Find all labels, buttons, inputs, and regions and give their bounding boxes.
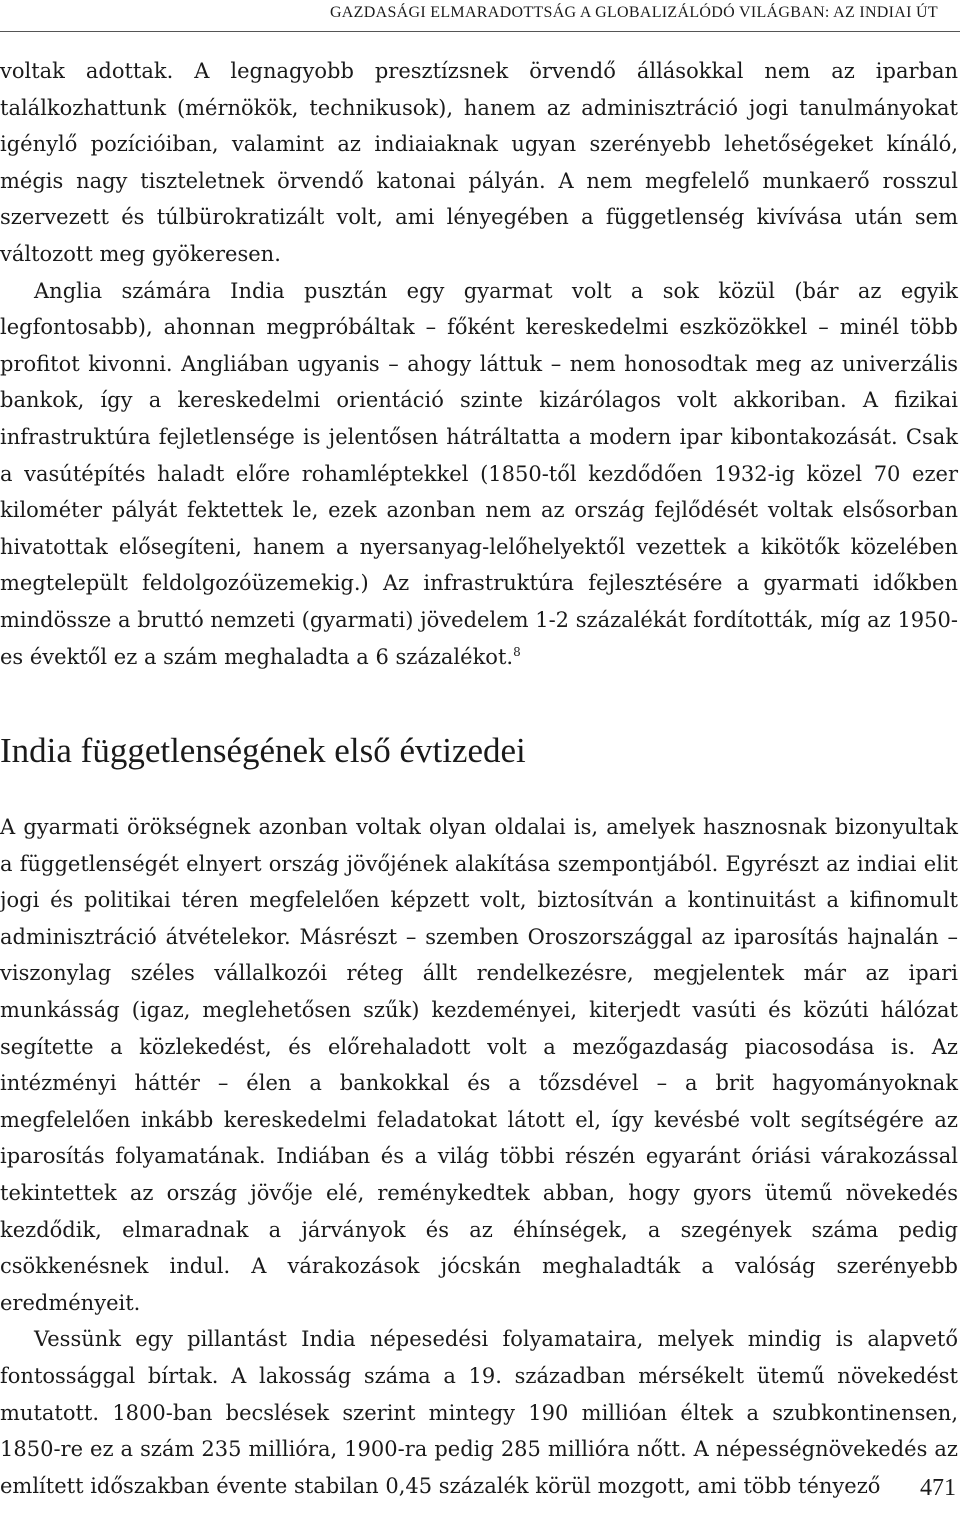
section-2-body bbox=[0, 809, 958, 1504]
running-header: GAZDASÁGI ELMARADOTTSÁG A GLOBALIZÁLÓDÓ VILÁGBAN: AZ INDIAI ÚT bbox=[329, 4, 938, 21]
paragraph-1-text: voltak adottak. A legnagyobb presztízsnek örvendő állásokkal nem az iparban találkozhattunk (mérnökök, technikusok), hanem az adminisztráció jogi tanulmányokat igénylő pozícióiban, valamint az indiaiaknak ugyan szerényebb lehetőségeket kínáló, mégis nagy tiszteletnek örvendő katonai pályán. A nem megfelelő munkaerő rosszul szervezett és túlbürokratizált volt, ami lényegében a függetlenség kivívása után sem változott meg gyökeresen. bbox=[0, 59, 958, 266]
paragraph-4 bbox=[0, 1321, 958, 1504]
paragraph-2 bbox=[0, 273, 958, 676]
footnote-marker[interactable]: 8 bbox=[513, 644, 521, 659]
section-1-body bbox=[0, 53, 958, 675]
paragraph-1 bbox=[0, 53, 958, 273]
paragraph-3 bbox=[0, 809, 958, 1321]
header-rule bbox=[0, 31, 960, 32]
page-number: 471 bbox=[920, 1475, 956, 1501]
paragraph-2-text: Anglia számára India pusztán egy gyarmat volt a sok közül (bár az egyik legfontosabb), ahonnan megpróbáltak – főként kereskedelmi eszközökkel – minél több profitot kivonni. Angliában ugyanis – ahogy láttuk – nem honosodtak meg az univerzális bankok, így a kereskedelmi orientáció szinte kizárólagos volt akkoriban. A fizikai infrastruktúra fejletlensége is jelentősen hátráltatta a modern ipar kibontakozását. Csak a vasútépítés haladt előre rohamléptekkel (1850-től kezdődően 1932-ig közel 70 ezer kilométer pályát fektettek le, ezek azonban nem az ország fejlődését voltak elsősorban hivatottak elősegíteni, hanem a nyersanyag-lelőhelyektől vezettek a kikötők közelében megtelepült feldolgozóüzemekig.) Az infrastruktúra fejlesztésére a gyarmati időkben mindössze a bruttó nemzeti (gyarmati) jövedelem 1-2 százalékát fordították, míg az 1950-es évektől ez a szám meghaladta a 6 százalékot. bbox=[0, 278, 958, 669]
section-heading: India függetlenségének első évtizedei bbox=[0, 731, 526, 770]
paragraph-4-text: Vessünk egy pillantást India népesedési folyamataira, melyek mindig is alapvető fontossággal bírtak. A lakosság száma a 19. században mérsékelt ütemű növekedést mutatott. 1800-ban becslések szerint mintegy 190 millióan éltek a szubkontinensen, 1850-re ez a szám 235 millióra, 1900-ra pedig 285 millióra nőtt. A népességnövekedés az említett időszakban évente stabilan 0,45 százalék körül mozgott, ami több tényező bbox=[0, 1327, 958, 1498]
paragraph-3-text: A gyarmati örökségnek azonban voltak olyan oldalai is, amelyek hasznosnak bizonyultak a függetlenségét elnyert ország jövőjének alakítása szempontjából. Egyrészt az indiai elit jogi és politikai téren megfelelően képzett volt, biztosítván a kontinuitást a kifinomult adminisztráció átvételekor. Másrészt – szemben Oroszországgal az iparosítás hajnalán – viszonylag széles vállalkozói réteg állt rendelkezésre, megjelentek már az ipari munkásság (igaz, meglehetősen szűk) kezdeményei, kiterjedt vasúti és közúti hálózat segítette a közlekedést, és előrehaladott volt a mezőgazdaság piacosodása is. Az intézményi háttér – élen a bankokkal és a tőzsdével – a brit hagyományoknak megfelelően inkább kereskedelmi feladatokat látott el, így kevésbé volt segítségére az iparosítás folyamatának. Indiában és a világ többi részén egyaránt óriási várakozással tekintettek az ország jövője elé, reménykedtek abban, hogy gyors ütemű növekedés kezdődik, elmaradnak a járványok és az éhínségek, a szegények száma pedig csökkenésnek indul. A várakozások jócskán meghaladták a valóság szerényebb eredményeit. bbox=[0, 815, 958, 1315]
